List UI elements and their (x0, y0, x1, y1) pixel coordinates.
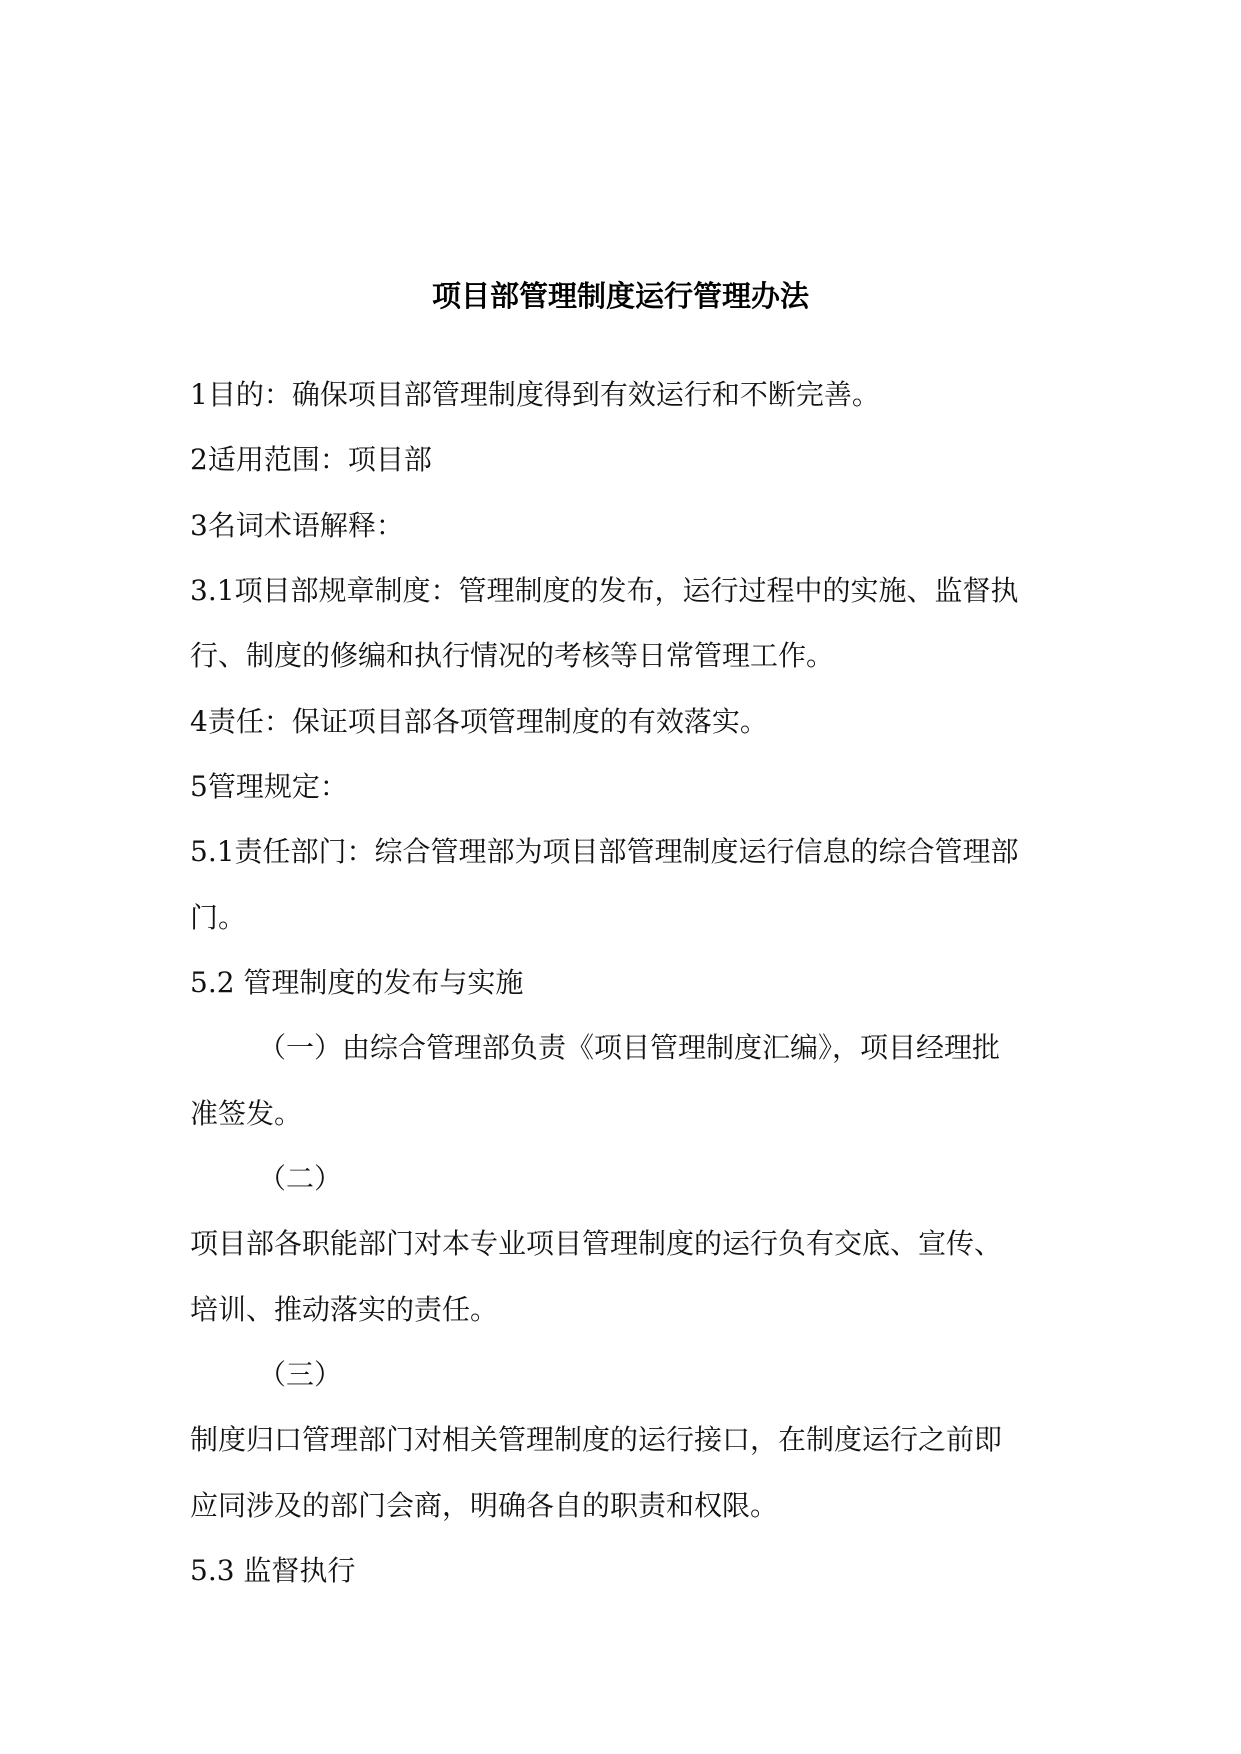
item-label-2: （二） (258, 1162, 343, 1195)
heading-5-3: 5.3 监督执行 (190, 1554, 356, 1587)
paragraph-5-2-3: 制度归口管理部门对相关管理制度的运行接口，在制度运行之前即 (190, 1423, 1003, 1456)
paragraph-scope: 2适用范围：项目部 (190, 443, 432, 476)
paragraph-purpose: 1目的：确保项目部管理制度得到有效运行和不断完善。 (190, 378, 880, 411)
document-title: 项目部管理制度运行管理办法 (431, 279, 809, 313)
paragraph-5-2-1: （一）由综合管理部负责《项目管理制度汇编》，项目经理批 (258, 1031, 1001, 1064)
paragraph-rules-heading: 5管理规定： (190, 770, 348, 803)
heading-5-2: 5.2 管理制度的发布与实施 (190, 966, 524, 999)
paragraph-5-2-2: 项目部各职能部门对本专业项目管理制度的运行负有交底、宣传、 (190, 1227, 1003, 1260)
paragraph-terms-3-1: 3.1项目部规章制度：管理制度的发布，运行过程中的实施、监督执 (190, 574, 1019, 607)
paragraph-5-2-3-cont: 应同涉及的部门会商，明确各自的职责和权限。 (190, 1489, 779, 1522)
paragraph-5-1: 5.1责任部门：综合管理部为项目部管理制度运行信息的综合管理部 (190, 835, 1019, 868)
paragraph-responsibility: 4责任：保证项目部各项管理制度的有效落实。 (190, 705, 768, 738)
paragraph-5-2-2-cont: 培训、推动落实的责任。 (190, 1293, 499, 1326)
paragraph-terms-heading: 3名词术语解释： (190, 509, 404, 542)
item-label-3: （三） (258, 1358, 343, 1391)
paragraph-5-2-1-cont: 准签发。 (190, 1097, 303, 1130)
paragraph-5-1-cont: 门。 (190, 901, 247, 934)
paragraph-terms-3-1-cont: 行、制度的修编和执行情况的考核等日常管理工作。 (190, 639, 835, 672)
